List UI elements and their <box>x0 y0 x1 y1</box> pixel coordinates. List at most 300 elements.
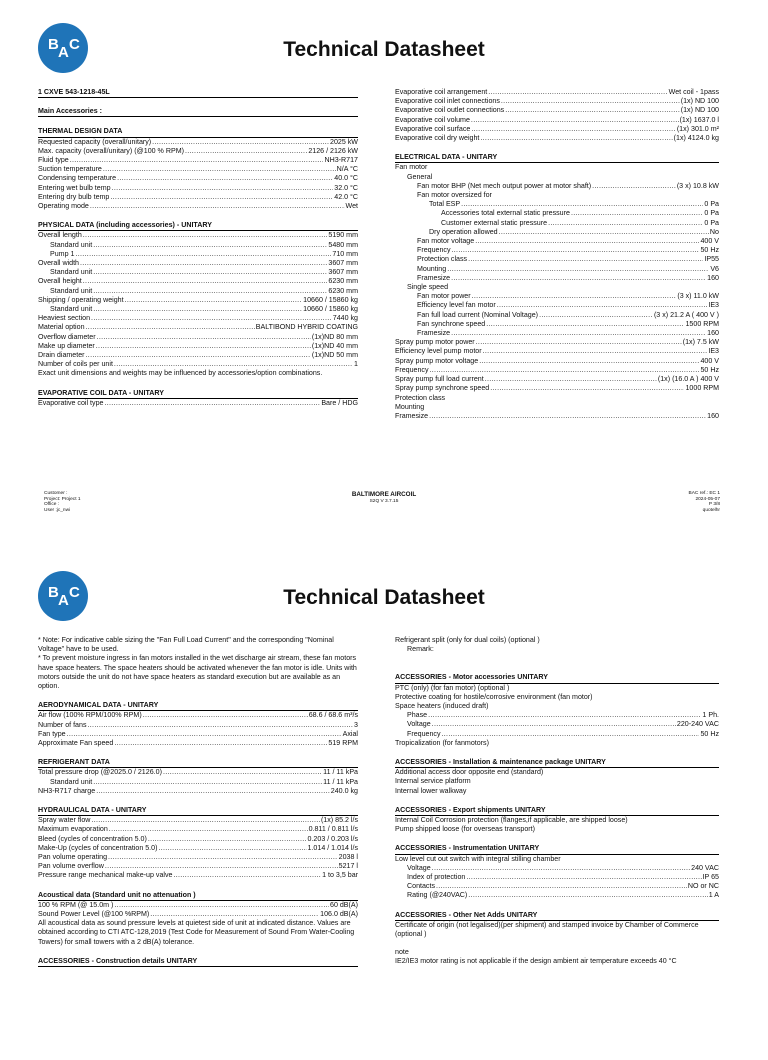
spec-row-heaviest-section <box>38 314 358 323</box>
spec-row-evaporative-coil-outlet-connections <box>395 106 719 115</box>
datasheet-page-2 <box>0 548 768 1060</box>
leader-dots <box>86 351 311 360</box>
note-text: IE2/IE3 motor rating is not applicable if the design ambient air temperature exceeds 40 °C <box>395 957 677 966</box>
leader-dots <box>67 730 342 739</box>
spec-row-standard-unit <box>38 287 358 296</box>
spec-row-overflow-diameter <box>38 333 358 342</box>
leader-dots <box>163 768 322 777</box>
spec-row-suction-temperature <box>38 165 358 174</box>
spec-value: IE3 <box>708 301 719 310</box>
leader-dots <box>428 711 701 720</box>
leader-dots <box>490 384 684 393</box>
spec-label: Suction temperature <box>38 165 102 174</box>
spec-label: Fan synchrone speed <box>417 319 486 328</box>
label-mounting: Mounting <box>395 402 425 411</box>
leader-dots <box>83 277 328 286</box>
spec-label: Evaporative coil surface <box>395 124 471 133</box>
spec-row-framesize <box>395 329 719 338</box>
spec-row-fan-full-load-current-nominal-voltage <box>395 311 719 320</box>
spec-label: Overflow diameter <box>38 332 96 341</box>
spec-row-pressure-range-mechanical-make-up-valve <box>38 871 358 880</box>
spec-label: Standard unit <box>50 305 93 314</box>
leader-dots <box>488 88 667 97</box>
footer-reference <box>689 491 720 512</box>
spec-row-standard-unit <box>38 305 358 314</box>
spec-value: 1500 RPM <box>685 319 719 328</box>
leader-dots <box>109 825 308 834</box>
label-fan-motor-oversized-for: Fan motor oversized for <box>417 191 492 200</box>
spec-row-entering-wet-bulb-temp <box>38 184 358 193</box>
spec-row-bleed-cycles-of-concentration-5-0 <box>38 835 358 844</box>
spec-value: BALTIBOND HYBRID COATING <box>255 323 358 332</box>
spec-label: Framesize <box>395 411 429 420</box>
spec-label: Evaporative coil type <box>38 398 104 407</box>
spec-row-framesize <box>395 412 719 421</box>
leader-dots <box>114 901 329 910</box>
leader-dots <box>114 360 353 369</box>
spec-value: No <box>709 227 719 236</box>
leader-dots <box>91 314 332 323</box>
spec-label: Accessories total external static pressure <box>441 209 570 218</box>
spec-label: Frequency <box>417 246 451 255</box>
spec-row-rating-240vac <box>395 891 719 900</box>
leader-dots <box>112 184 334 193</box>
spec-row-pump-1 <box>38 250 358 259</box>
spec-row-index-of-protection <box>395 873 719 882</box>
spec-row-fan-type <box>38 730 358 739</box>
spec-value: 1 Ph. <box>702 711 719 720</box>
spec-row-mounting <box>395 265 719 274</box>
leader-dots <box>97 333 311 342</box>
spec-row-shipping-operating-weight <box>38 296 358 305</box>
spec-value: (1x) 85.2 l/s <box>320 816 358 825</box>
leader-dots <box>548 219 703 228</box>
spec-value: 50 Hz <box>700 246 719 255</box>
spec-value: 60 dB(A) <box>330 900 358 909</box>
spec-label: Efficiency level fan motor <box>417 301 496 310</box>
spec-label: Total pressure drop (@2025.0 / 2126.0) <box>38 768 162 777</box>
right-column <box>395 636 719 967</box>
leader-dots <box>571 209 703 218</box>
spec-row-spray-pump-synchrone-speed <box>395 384 719 393</box>
spec-row-material-option <box>38 323 358 332</box>
spec-label: Standard unit <box>50 777 93 786</box>
leader-dots <box>185 147 307 156</box>
spec-row-fan-motor-voltage <box>395 237 719 246</box>
footer-version: S2Q V 3.7.15 <box>369 499 399 504</box>
spec-row-sound-power-level-100-rpm <box>38 910 358 919</box>
spec-label: Maximum evaporation <box>38 825 108 834</box>
spec-label: Index of protection <box>407 873 466 882</box>
note-text: All acoustical data as sound pressure levels at quietest side of unit at indicated distance. Values are obtained according to CTI ATC-128,2019 (Test Code for Measurement of Sound From Water-Cooling Towers) for small towers with a 2 dB(A) tolerance. <box>38 919 355 946</box>
spec-value: Wet <box>345 202 358 211</box>
spec-row-spray-pump-motor-voltage <box>395 357 719 366</box>
spec-row-spray-pump-motor-power <box>395 338 719 347</box>
spec-label: Frequency <box>395 365 429 374</box>
right-column <box>395 88 719 421</box>
spec-value: 10660 / 15860 kg <box>303 295 358 304</box>
spec-row-phase <box>395 711 719 720</box>
spec-label: Spray pump synchrone speed <box>395 384 490 393</box>
spec-row-voltage <box>395 864 719 873</box>
leader-dots <box>93 268 327 277</box>
leader-dots <box>90 202 345 211</box>
spec-value: 400 V <box>700 356 719 365</box>
leader-dots <box>114 739 327 748</box>
spec-label: Voltage <box>407 863 431 872</box>
spec-label: Evaporative coil volume <box>395 115 470 124</box>
note-text: * Note: For indicative cable sizing the "Fan Full Load Current" and the corresponding "Nominal Voltage" have to be used. <box>38 636 334 654</box>
label-refrigerant-split-only-for-dual-coils-op: Refrigerant split (only for dual coils) (optional ) <box>395 636 540 644</box>
label-internal-coil-corrosion-protection-flang: Internal Coil Corrosion protection (flanges,if applicable, are shipped loose) <box>395 816 628 825</box>
footer-date: 2024-05-07 <box>695 496 720 502</box>
spec-row-evaporative-coil-inlet-connections <box>395 97 719 106</box>
spec-row-fan-motor-power <box>395 292 719 301</box>
spec-value: 2038 l <box>338 853 358 862</box>
leader-dots <box>96 787 330 796</box>
spec-label: Framesize <box>417 329 451 338</box>
section-header-accessories-instrumentation-unitary: ACCESSORIES - Instrumentation UNITARY <box>395 844 719 854</box>
label-internal-service-platform: Internal service platform <box>395 777 471 786</box>
leader-dots <box>430 366 700 375</box>
leader-dots <box>429 412 706 421</box>
spec-label: Standard unit <box>50 286 93 295</box>
left-column <box>38 88 358 408</box>
spec-label: Evaporative coil inlet connections <box>395 97 500 106</box>
spec-value: (1x) 7.5 kW <box>682 338 719 347</box>
spec-label: Efficiency level pump motor <box>395 347 482 356</box>
svg-text:A: A <box>58 592 69 609</box>
leader-dots <box>476 338 682 347</box>
leader-dots <box>479 357 699 366</box>
spec-row-fan-synchrone-speed <box>395 320 719 329</box>
spec-label: Make-Up (cycles of concentration 5.0) <box>38 843 158 852</box>
spec-value: (1x) 4124.0 kg <box>673 134 719 143</box>
leader-dots <box>471 125 676 134</box>
spec-value: 6230 mm <box>328 286 358 295</box>
leader-dots <box>475 237 699 246</box>
leader-dots <box>173 871 321 880</box>
spec-value: (1x) ND 100 <box>680 106 719 115</box>
spec-value: NO or NC <box>687 882 719 891</box>
section-header-hydraulical-data-unitary: HYDRAULICAL DATA - UNITARY <box>38 806 358 816</box>
spec-label: Frequency <box>407 729 441 738</box>
heading-1-cxve-543-1218-45l: 1 CXVE 543-1218-45L <box>38 88 358 98</box>
spec-value: 3607 mm <box>328 259 358 268</box>
spec-value: 50 Hz <box>700 365 719 374</box>
spec-row-make-up-cycles-of-concentration-5-0 <box>38 844 358 853</box>
spec-value: IP55 <box>704 255 719 264</box>
spec-value: (3 x) 21.2 A ( 400 V ) <box>653 310 719 319</box>
spec-value: 11 / 11 kPa <box>323 768 358 777</box>
leader-dots <box>104 399 320 408</box>
spec-row-frequency <box>395 730 719 739</box>
spec-value: 106.0 dB(A) <box>320 910 358 919</box>
section-header-acoustical-data-standard-unit-no-attenua: Acoustical data (Standard unit no attenuation ) <box>38 891 358 901</box>
label-fan-motor: Fan motor <box>395 163 428 172</box>
leader-dots <box>93 305 302 314</box>
spec-row-evaporative-coil-dry-weight <box>395 134 719 143</box>
spec-label: Pan volume overflow <box>38 862 104 871</box>
spec-label: Fan type <box>38 729 66 738</box>
spec-label: Fluid type <box>38 156 69 165</box>
spec-value: 160 <box>707 273 719 282</box>
spec-label: 100 % RPM (@ 15.0m ) <box>38 900 114 909</box>
section-header-accessories-installation-maintenance-pac: ACCESSORIES - Installation & maintenance package UNITARY <box>395 758 719 768</box>
spec-value: 50 Hz <box>700 729 719 738</box>
spec-row-standard-unit <box>38 241 358 250</box>
spec-row-maximum-evaporation <box>38 825 358 834</box>
spec-row-air-flow-100-rpm-100-rpm <box>38 711 358 720</box>
spec-label: Operating mode <box>38 202 89 211</box>
spec-label: Spray water flow <box>38 816 91 825</box>
spec-row-overall-width <box>38 259 358 268</box>
leader-dots <box>117 174 333 183</box>
leader-dots <box>83 231 328 240</box>
spacer <box>395 939 719 948</box>
leader-dots <box>75 250 331 259</box>
spec-label: Max. capacity (overall/unitary) (@100 % RPM) <box>38 146 184 155</box>
svg-text:B: B <box>48 36 59 53</box>
spec-row-protection-class <box>395 255 719 264</box>
spec-label: Number of coils per unit <box>38 360 113 369</box>
footer-project: Project: Project 1 <box>44 496 81 502</box>
spec-label: Framesize <box>417 273 451 282</box>
leader-dots <box>86 323 255 332</box>
spec-value: 5217 l <box>338 862 358 871</box>
spec-label: Overall width <box>38 259 80 268</box>
spec-label: Bleed (cycles of concentration 5.0) <box>38 834 147 843</box>
leader-dots <box>436 882 687 891</box>
spec-value: 1 to 3,5 bar <box>322 871 358 880</box>
spec-row-frequency <box>395 366 719 375</box>
spec-label: Standard unit <box>50 240 93 249</box>
leader-dots <box>93 778 322 787</box>
spec-row-voltage <box>395 720 719 729</box>
spec-row-100-rpm-15-0m <box>38 901 358 910</box>
leader-dots <box>461 200 703 209</box>
spec-row-evaporative-coil-arrangement <box>395 88 719 97</box>
spec-label: Mounting <box>417 264 447 273</box>
spec-label: Approximate Fan speed <box>38 739 114 748</box>
spec-row-fluid-type <box>38 156 358 165</box>
spec-label: Evaporative coil arrangement <box>395 88 488 96</box>
section-header-physical-data-including-accessories-unit: PHYSICAL DATA (including accessories) - UNITARY <box>38 221 358 231</box>
leader-dots <box>497 301 708 310</box>
leader-dots <box>472 292 677 301</box>
spec-value: (3 x) 10.8 kW <box>676 181 719 190</box>
spec-row-overall-length <box>38 231 358 240</box>
leader-dots <box>468 255 703 264</box>
spec-row-efficiency-level-pump-motor <box>395 347 719 356</box>
spec-label: Fan motor BHP (Net mech output power at motor shaft) <box>417 181 592 190</box>
label-note: note <box>395 948 409 957</box>
spec-row-approximate-fan-speed <box>38 739 358 748</box>
svg-text:C: C <box>69 36 80 53</box>
spec-value: 5480 mm <box>328 240 358 249</box>
footer-company <box>0 491 768 505</box>
spec-value: 240.0 kg <box>330 786 358 795</box>
spec-label: Customer external static pressure <box>441 218 548 227</box>
leader-dots <box>103 165 336 174</box>
spec-value: 2025 kW <box>330 137 358 146</box>
svg-text:C: C <box>69 584 80 601</box>
spec-value: 11 / 11 kPa <box>323 777 358 786</box>
spacer <box>395 654 719 663</box>
spec-value: 710 mm <box>332 249 358 258</box>
spec-value: Axial <box>342 729 358 738</box>
spec-value: 68.6 / 68.6 m³/s <box>308 711 358 720</box>
spec-row-total-pressure-drop-2025-0-2126-0 <box>38 768 358 777</box>
section-header-evaporative-coil-data-unitary: EVAPORATIVE COIL DATA - UNITARY <box>38 389 358 399</box>
spec-row-requested-capacity-overall-unitary <box>38 138 358 147</box>
leader-dots <box>105 862 338 871</box>
spec-label: Spray pump motor power <box>395 338 475 347</box>
leader-dots <box>158 844 306 853</box>
spec-value: 2126 / 2126 kW <box>308 146 358 155</box>
leader-dots <box>468 891 707 900</box>
leader-dots <box>483 347 708 356</box>
section-header-refrigerant-data: REFRIGERANT DATA <box>38 758 358 768</box>
spec-row-drain-diameter <box>38 351 358 360</box>
section-header-accessories-export-shipments-unitary: ACCESSORIES - Export shipments UNITARY <box>395 806 719 816</box>
spec-value: 3607 mm <box>328 268 358 277</box>
spec-value: 0.203 / 0.203 l/s <box>307 834 358 843</box>
note-text: Certificate of origin (not legalised)(per shipment) and stamped invoice by Chamber of Commerce (optional ) <box>395 920 699 939</box>
spec-value: 32.0 °C <box>334 183 358 192</box>
spec-value: (1x) 301.0 m² <box>676 124 719 133</box>
spec-row-number-of-fans <box>38 721 358 730</box>
spec-label: Standard unit <box>50 268 93 277</box>
footer-user: User :jc_nwi <box>44 507 71 512</box>
leader-dots <box>91 816 320 825</box>
label-general: General <box>407 172 433 181</box>
leader-dots <box>486 320 684 329</box>
footer-company-name: BALTIMORE AIRCOIL <box>351 491 417 498</box>
spec-label: Voltage <box>407 720 431 729</box>
label-protection-class: Protection class <box>395 393 446 402</box>
spec-row-number-of-coils-per-unit <box>38 360 358 369</box>
spec-row-make-up-diameter <box>38 342 358 351</box>
spec-label: Spray pump full load current <box>395 375 484 384</box>
heading-main-accessories: Main Accessories : <box>38 107 358 117</box>
spec-row-overall-height <box>38 277 358 286</box>
leader-dots <box>88 721 354 730</box>
spec-value: 0 Pa <box>704 209 719 218</box>
spec-value: 40.0 °C <box>334 174 358 183</box>
spec-label: Fan motor voltage <box>417 237 475 246</box>
spec-row-customer-external-static-pressure <box>395 219 719 228</box>
footer-office: Office : <box>44 502 60 508</box>
leader-dots <box>505 106 680 115</box>
spec-value: 1000 RPM <box>685 384 719 393</box>
leader-dots <box>499 228 709 237</box>
spec-value: NH3-R717 <box>324 156 358 165</box>
spec-value: 3 <box>354 720 358 729</box>
spec-label: Overall height <box>38 277 82 286</box>
spec-row-max-capacity-overall-unitary-100-rpm <box>38 147 358 156</box>
section-header-thermal-design-data: THERMAL DESIGN DATA <box>38 127 358 137</box>
spec-value: 1 A <box>708 891 719 900</box>
section-header-accessories-motor-accessories-unitary: ACCESSORIES - Motor accessories UNITARY <box>395 673 719 683</box>
spec-value: 7440 kg <box>332 314 358 323</box>
spec-label: Contacts <box>407 882 435 891</box>
spec-value: (1x) ND 100 <box>680 97 719 106</box>
spec-label: Entering wet bulb temp <box>38 183 111 192</box>
leader-dots <box>539 311 653 320</box>
spec-value: (1x)ND 50 mm <box>311 351 358 360</box>
leader-dots <box>432 864 690 873</box>
spec-value: 519 RPM <box>328 739 358 748</box>
leader-dots <box>110 193 333 202</box>
section-header-electrical-data-unitary: ELECTRICAL DATA - UNITARY <box>395 153 719 163</box>
spec-value: 0 Pa <box>704 218 719 227</box>
leader-dots <box>592 182 676 191</box>
spec-label: Shipping / operating weight <box>38 295 124 304</box>
spec-row-total-esp <box>395 200 719 209</box>
leader-dots <box>70 156 324 165</box>
leader-dots <box>150 910 319 919</box>
spec-value: (3 x) 11.0 kW <box>677 292 719 301</box>
spec-value: (1x)ND 40 mm <box>311 341 358 350</box>
datasheet-page-1 <box>0 0 768 512</box>
spec-label: Phase <box>407 711 428 720</box>
spec-row-operating-mode <box>38 202 358 211</box>
spec-row-standard-unit <box>38 268 358 277</box>
spec-label: Spray pump motor voltage <box>395 356 479 365</box>
leader-dots <box>96 342 311 351</box>
leader-dots <box>485 375 657 384</box>
spec-label: Evaporative coil outlet connections <box>395 106 505 115</box>
spec-label: Evaporative coil dry weight <box>395 134 480 143</box>
spec-value: 220-240 VAC <box>676 720 719 729</box>
spec-label: Fan motor power <box>417 292 471 301</box>
leader-dots <box>432 720 676 729</box>
spec-label: Requested capacity (overall/unitary) <box>38 137 152 146</box>
spec-row-pan-volume-operating <box>38 853 358 862</box>
svg-text:A: A <box>58 44 69 61</box>
spec-row-contacts <box>395 882 719 891</box>
spec-row-frequency <box>395 246 719 255</box>
note-text: Exact unit dimensions and weights may be influenced by accessories/option combinations. <box>38 369 323 378</box>
leader-dots <box>471 116 679 125</box>
section-header-aerodynamical-data-unitary: AERODYNAMICAL DATA - UNITARY <box>38 701 358 711</box>
spec-value: IP 65 <box>702 873 719 882</box>
spec-label: Pump 1 <box>50 249 75 258</box>
left-column <box>38 636 358 967</box>
label-internal-lower-walkway: Internal lower walkway <box>395 786 467 795</box>
leader-dots <box>108 853 338 862</box>
spec-value: V6 <box>710 264 719 273</box>
section-header-accessories-construction-details-unitary: ACCESSORIES - Construction details UNITARY <box>38 957 358 967</box>
spec-label: Overall length <box>38 231 82 240</box>
spec-value: 400 V <box>700 237 719 246</box>
leader-dots <box>148 835 307 844</box>
spec-row-fan-motor-bhp-net-mech-output-power-at-m <box>395 182 719 191</box>
leader-dots <box>152 138 329 147</box>
spec-value: 6230 mm <box>328 277 358 286</box>
spec-value: Bare / HDG <box>321 398 358 407</box>
spec-value: N/A °C <box>336 165 358 174</box>
page-title: Technical Datasheet <box>283 586 485 609</box>
spec-label: Protection class <box>417 255 468 264</box>
spec-label: Air flow (100% RPM/100% RPM) <box>38 711 142 720</box>
label-pump-shipped-loose-for-overseas-transpor: Pump shipped loose (for overseas transport) <box>395 825 535 834</box>
spec-value: (1x) (16.0 A ) 400 V <box>657 375 719 384</box>
spec-value: 5190 mm <box>328 231 358 240</box>
page-title: Technical Datasheet <box>283 38 485 61</box>
label-single-speed: Single speed <box>407 283 449 292</box>
